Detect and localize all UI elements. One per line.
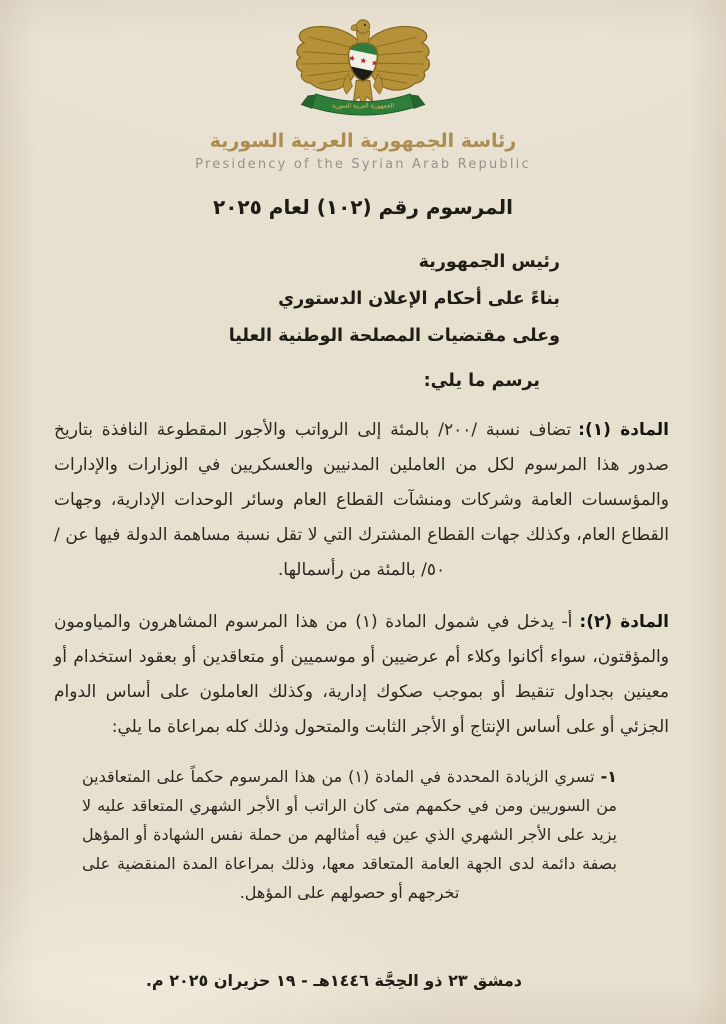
decree-body <box>54 413 669 907</box>
preamble-line-president: رئيس الجمهورية <box>418 252 560 272</box>
emblem-ribbon-text: الجمهورية العربية السورية <box>332 103 394 110</box>
article-1-lead: المادة (١): <box>578 420 669 440</box>
article-1 <box>54 413 669 588</box>
clause-1-number: ١- <box>600 767 617 786</box>
date-place-line: دمشق ٢٣ ذو الحِجَّة ١٤٤٦هـ - ١٩ حزيران ٢٠٢٥ م. <box>145 971 522 990</box>
preamble-block <box>0 244 726 355</box>
emblem-container <box>0 0 726 124</box>
enactment-line: يرسم ما يلي: <box>423 371 540 391</box>
org-name-english: Presidency of the Syrian Arab Republic <box>195 157 531 172</box>
article-2-text: أ- يدخل في شمول المادة (١) من هذا المرسوم المشاهرون والمياومون والمؤقتون، سواء أكانوا وكلاء أم عرضيين أو موسميين أو متعاقدين أو بعقود استخدام أو معينين بجداول تنقيط أو بموجب صكوك إدارية، وكذلك العاملون على أساس الدوام الجزئي أو على أساس الإنتاج أو الأجر الثابت والمتحول وذلك كله بمراعاة ما يلي: <box>54 612 669 737</box>
preamble-line-national-interest: وعلى مقتضيات المصلحة الوطنية العليا <box>228 326 560 346</box>
syrian-eagle-emblem-icon <box>281 12 445 120</box>
preamble-line-constitutional-declaration: بناءً على أحكام الإعلان الدستوري <box>278 289 560 309</box>
clause-1-text: تسري الزيادة المحددة في المادة (١) من هذا المرسوم حكماً على المتعاقدين من السوريين ومن في حكمهم متى كان الراتب أو الأجر الشهري المتعاقد عليه لا يزيد على الأجر الشهري الذي عين فيه أمثالهم من حملة نفس الشهادة أو المؤهل بصفة دائمة لدى الجهة العامة المتعاقد معها، وذلك بمراعاة المدة المنقضية على تخرجهم أو حصولهم على المؤهل. <box>82 767 617 902</box>
org-name-arabic: رئاسة الجمهورية العربية السورية <box>209 130 517 152</box>
article-2 <box>54 605 669 745</box>
article-1-text: تضاف نسبة /٢٠٠/ بالمئة إلى الرواتب والأجور المقطوعة النافذة بتاريخ صدور هذا المرسوم لكل من العاملين المدنيين والعسكريين في الوزارات والإدارات والمؤسسات العامة وشركات ومنشآت القطاع العام وسائر الوحدات الإدارية، وجهات القطاع العام، وكذلك جهات القطاع المشترك التي لا تقل نسبة مساهمة الدولة فيها عن /٥٠/ بالمئة من رأسمالها. <box>54 420 669 580</box>
article-2-lead: المادة (٢): <box>579 612 670 632</box>
decree-title: المرسوم رقم (١٠٢) لعام ٢٠٢٥ <box>213 195 513 219</box>
clause-1 <box>82 762 617 907</box>
